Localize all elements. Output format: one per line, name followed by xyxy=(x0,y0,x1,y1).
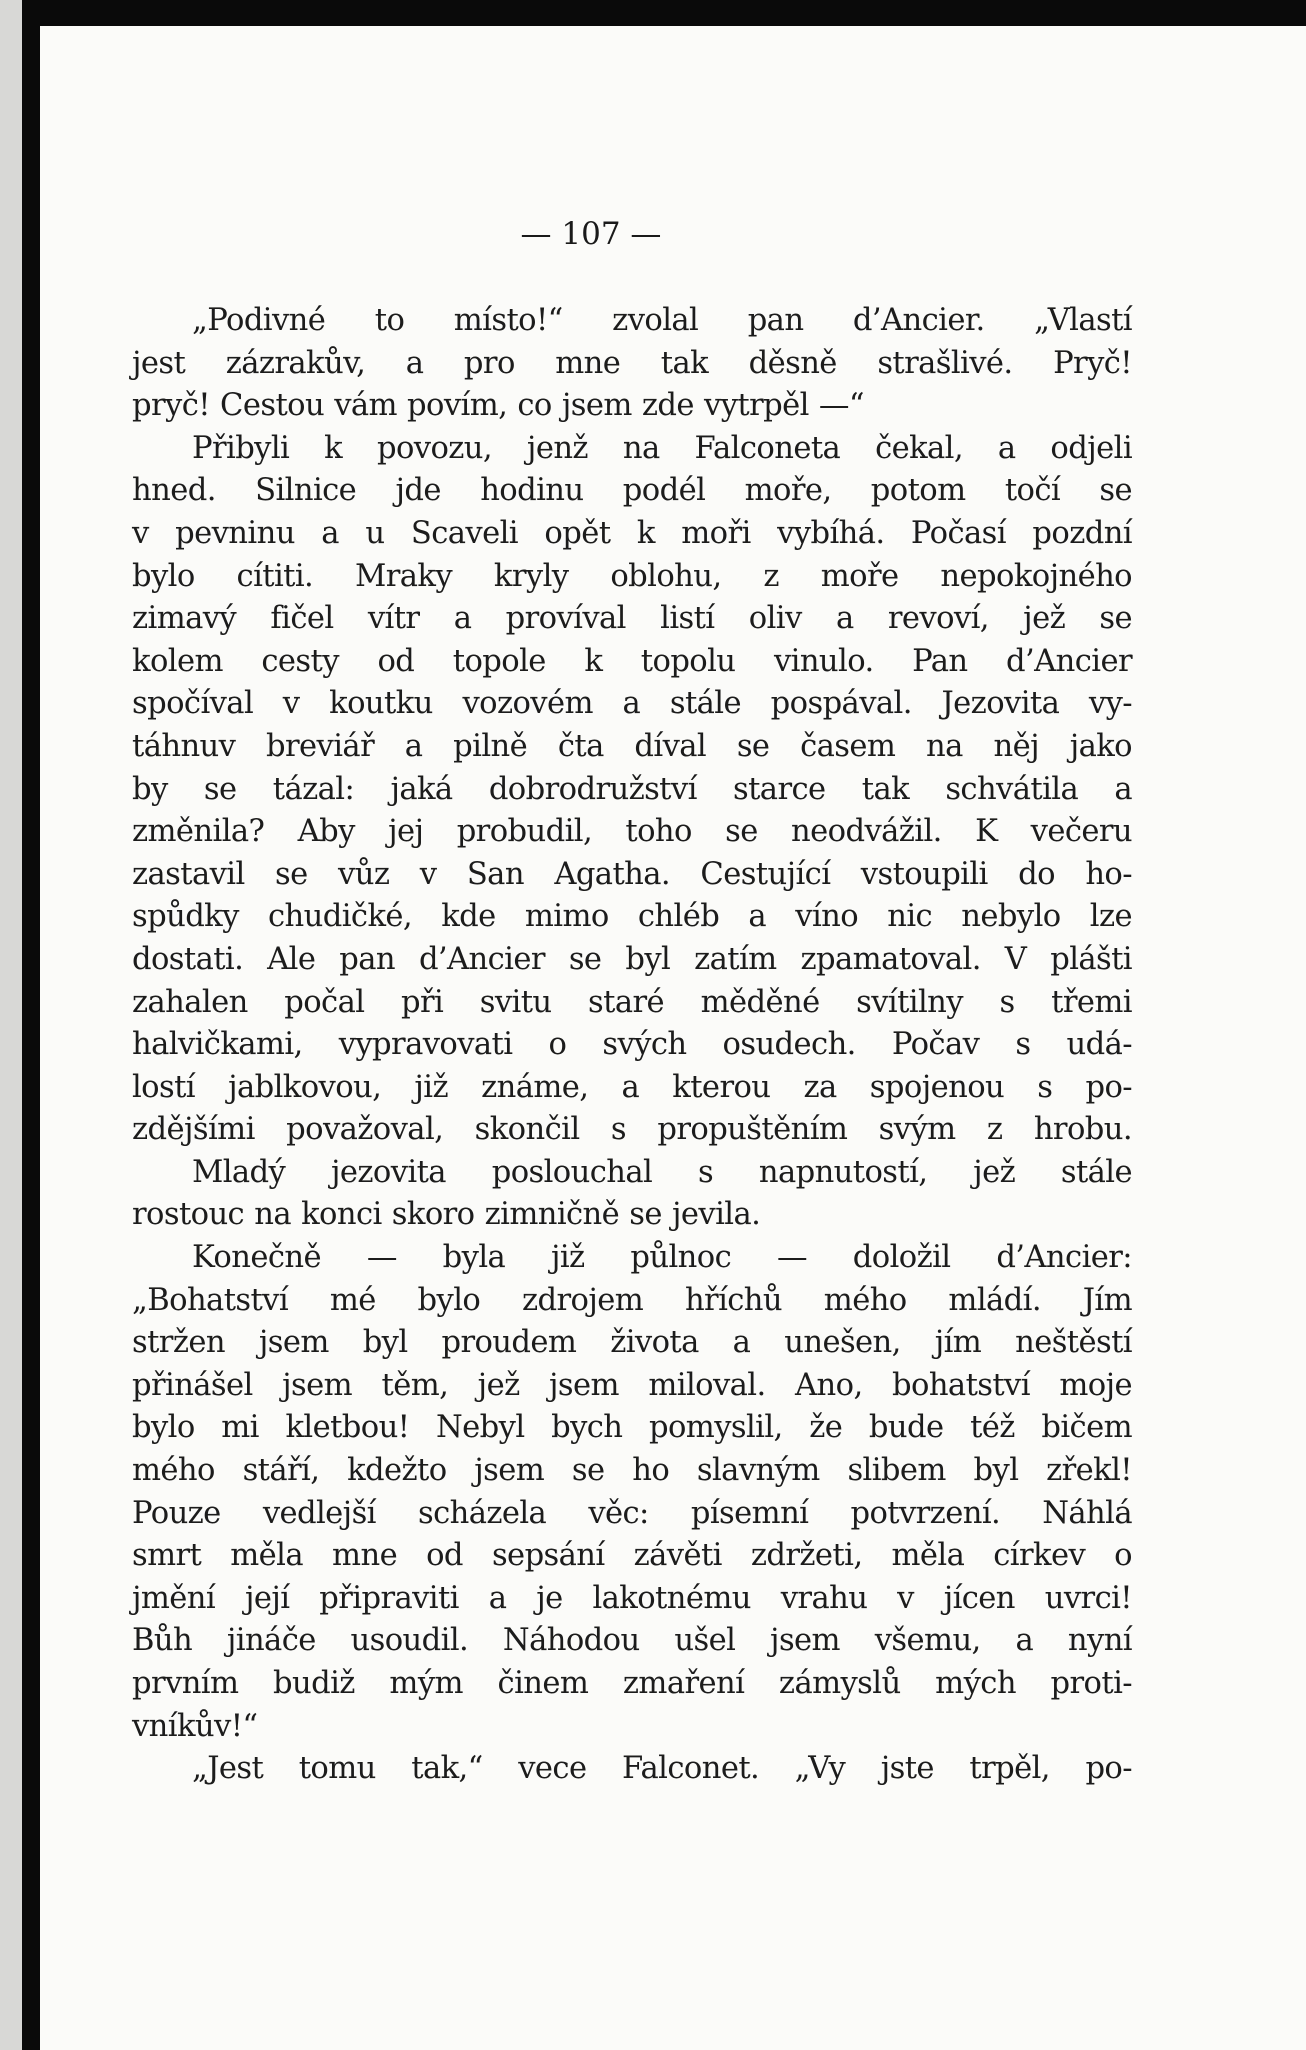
text-line: lostí jablkovou, již známe, a kterou za spojenou s po- xyxy=(132,1069,1132,1105)
text-line: hned. Silnice jde hodinu podél moře, potom točí se xyxy=(132,473,1132,509)
text-line: mého stáří, kdežto jsem se ho slavným slibem byl zřekl! xyxy=(132,1453,1132,1489)
text-line: v pevninu a u Scaveli opět k moři vybíhá. Počasí pozdní xyxy=(132,515,1132,551)
text-line: zahalen počal při svitu staré měděné svítilny s třemi xyxy=(132,984,1132,1020)
text-line: rostouc na konci skoro zimničně se jevila. xyxy=(132,1197,761,1233)
body-text xyxy=(132,300,1132,1791)
text-line: Konečně — byla již půlnoc — doložil d’Ancier: xyxy=(192,1240,1132,1276)
text-line: kolem cesty od topole k topolu vinulo. Pan d’Ancier xyxy=(132,643,1132,679)
text-line: zastavil se vůz v San Agatha. Cestující vstoupili do ho- xyxy=(132,856,1132,892)
text-line: Pouze vedlejší scházela věc: písemní potvrzení. Náhlá xyxy=(132,1495,1132,1531)
text-line: by se tázal: jaká dobrodružství starce tak schvátila a xyxy=(132,771,1132,807)
text-line: Mladý jezovita poslouchal s napnutostí, jež stále xyxy=(192,1154,1132,1190)
text-line: prvním budiž mým činem zmaření zámyslů mých proti- xyxy=(132,1666,1132,1701)
text-line: zimavý fičel vítr a províval listí oliv a revoví, jež se xyxy=(132,601,1132,637)
text-line: „Jest tomu tak,“ vece Falconet. „Vy jste trpěl, po- xyxy=(192,1751,1132,1787)
text-line: „Podivné to místo!“ zvolal pan d’Ancier. „Vlastí xyxy=(192,303,1132,338)
text-line: jmění její připraviti a je lakotnému vrahu v jícen uvrci! xyxy=(132,1580,1132,1616)
page-number: — 107 — xyxy=(520,216,662,252)
text-line: Přibyli k povozu, jenž na Falconeta čekal, a odjeli xyxy=(192,430,1132,466)
text-line: halvičkami, vypravovati o svých osudech. Počav s udá- xyxy=(132,1027,1132,1063)
text-line: táhnuv breviář a pilně čta díval se časem na něj jako xyxy=(132,728,1132,764)
text-line: Bůh jináče usoudil. Náhodou ušel jsem všemu, a nyní xyxy=(132,1623,1132,1659)
scan-left-edge xyxy=(0,0,22,2050)
text-line: jest zázrakův, a pro mne tak děsně strašlivé. Pryč! xyxy=(132,345,1132,381)
text-line: „Bohatství mé bylo zdrojem hříchů mého mládí. Jím xyxy=(132,1282,1132,1318)
text-line: spočíval v koutku vozovém a stále pospával. Jezovita vy- xyxy=(132,686,1132,722)
text-line: bylo mi kletbou! Nebyl bych pomyslil, že bude též bičem xyxy=(132,1410,1132,1446)
text-line: pryč! Cestou vám povím, co jsem zde vytrpěl —“ xyxy=(132,388,864,424)
text-line: změnila? Aby jej probudil, toho se neodvážil. K večeru xyxy=(132,814,1132,850)
text-line: vníkův!“ xyxy=(132,1708,258,1744)
text-line: smrt měla mne od sepsání závěti zdržeti, měla církev o xyxy=(132,1538,1132,1574)
text-line: dostati. Ale pan d’Ancier se byl zatím zpamatoval. V plášti xyxy=(132,941,1132,977)
text-line: zdějšími považoval, skončil s propuštěním svým z hrobu. xyxy=(132,1112,1132,1148)
text-line: přinášel jsem těm, jež jsem miloval. Ano, bohatství moje xyxy=(132,1367,1132,1403)
text-line: bylo cítiti. Mraky kryly oblohu, z moře nepokojného xyxy=(132,558,1132,594)
text-line: stržen jsem byl proudem života a unešen, jím neštěstí xyxy=(132,1325,1132,1361)
text-line: spůdky chudičké, kde mimo chléb a víno nic nebylo lze xyxy=(132,899,1132,935)
